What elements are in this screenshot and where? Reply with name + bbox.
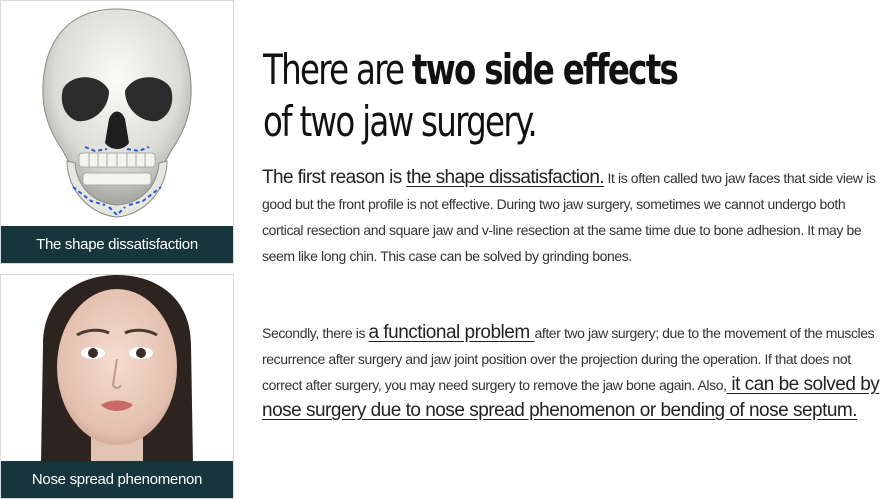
first-reason-highlight: the shape dissatisfaction. [406, 167, 605, 188]
headline-line2: of two jaw surgery. [263, 97, 536, 146]
first-reason-body: It is often called two jaw faces that side view is good but the front profile is not effective. During two jaw surgery, sometimes we cannot undergo both cortical resection and square jaw and v-line resection at the same time due to bone adhesion. It may be seem like long chin. This case can be solved by grinding bones. [262, 170, 876, 264]
second-reason-paragraph [262, 320, 880, 424]
face-image-panel [0, 274, 234, 499]
first-reason-lead: The first reason is [262, 167, 407, 188]
second-reason-start: Secondly, there is [262, 325, 369, 341]
page-headline [263, 44, 677, 148]
headline-part1: There are [263, 45, 412, 94]
second-reason-highlight2: it can be solved by nose surgery due to nose spread phenomenon or bending of nose septum. [262, 374, 880, 421]
skull-illustration [1, 1, 233, 227]
skull-caption: The shape dissatisfaction [1, 226, 233, 263]
second-reason-body: after two jaw surgery; due to the movement of the muscles recurrence after surgery and jaw joint position over the projection during the operation. If that does not correct after surgery, you may need surgery to remove the jaw bone again. Also, [262, 325, 875, 393]
headline-bold: two side effects [411, 45, 678, 94]
second-reason-highlight: a functional problem [368, 322, 535, 343]
skull-image-panel [0, 0, 234, 264]
first-reason-paragraph [262, 165, 880, 269]
face-illustration [1, 275, 233, 463]
face-caption: Nose spread phenomenon [1, 461, 233, 498]
